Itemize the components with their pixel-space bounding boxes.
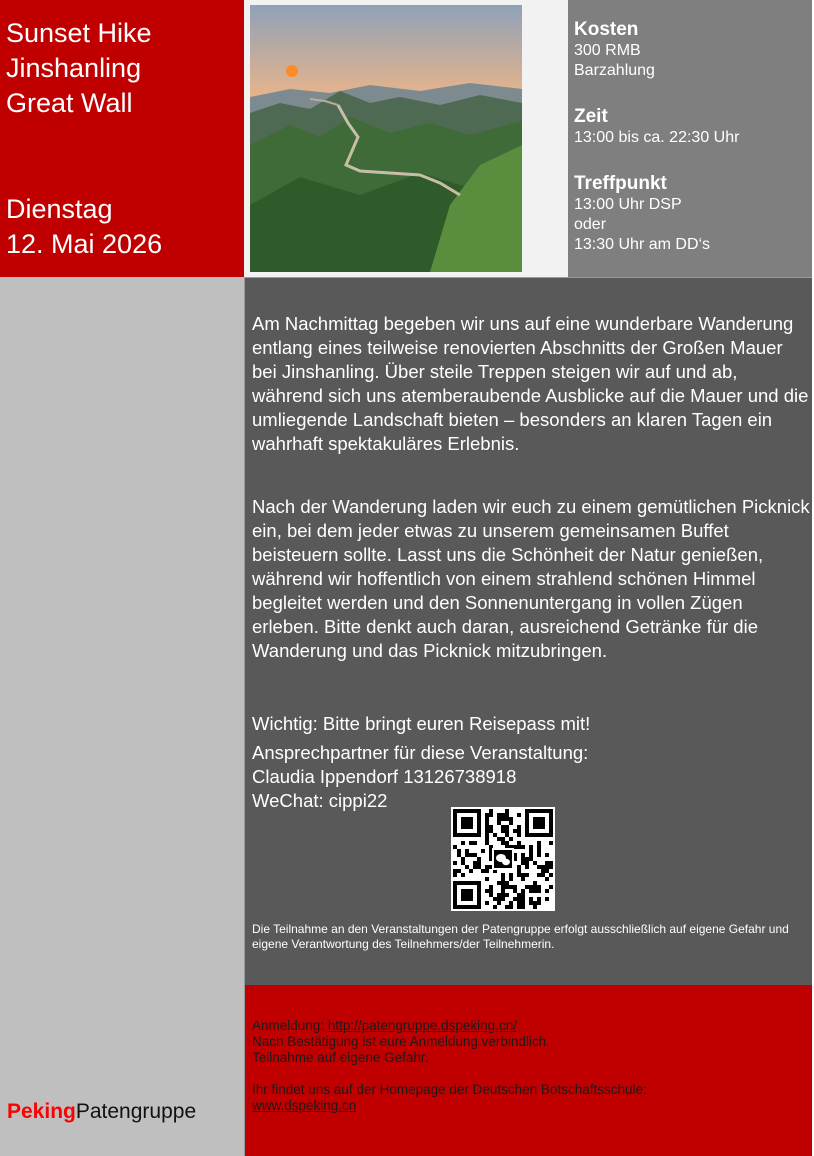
- description-panel: [244, 277, 812, 985]
- registration-block: [244, 985, 812, 1156]
- cost-heading: Kosten: [574, 19, 639, 40]
- meeting-heading: Treffpunkt: [574, 173, 667, 194]
- cost-section: [574, 19, 810, 81]
- time-heading: Zeit: [574, 106, 608, 127]
- meeting-line: 13:30 Uhr am DD‘s: [574, 236, 711, 253]
- brand-logo: [7, 1099, 196, 1125]
- date-weekday: Dienstag: [6, 194, 113, 224]
- event-title: [6, 16, 242, 121]
- registration-risk: Teilnahme auf eigene Gefahr.: [252, 1050, 429, 1065]
- meeting-section: [574, 173, 810, 255]
- registration-binding: Nach Bestätigung ist eure Anmeldung verbindlich.: [252, 1034, 550, 1049]
- description-paragraph-2: Nach der Wanderung laden wir euch zu einem gemütlichen Picknick ein, bei dem jeder etwas zu unserem gemeinsamen Buffet beisteuern sollte. Lasst uns die Schönheit der Natur genießen, während wir hoffentlich von einem strahlend schönen Himmel begleitet werden und den Sonnenuntergang in vollen Zügen erleben. Bitte denkt auch daran, ausreichend Getränke für die Wanderung und das Picknick mitzubringen.: [252, 496, 810, 661]
- title-line: Great Wall: [6, 88, 133, 118]
- meeting-line: 13:00 Uhr DSP: [574, 196, 682, 213]
- contact-name: Claudia Ippendorf 13126738918: [252, 766, 517, 787]
- important-note: Wichtig: Bitte bringt euren Reisepass mit!: [252, 713, 591, 734]
- info-block: [568, 0, 812, 277]
- registration-line: [252, 1018, 808, 1034]
- brand-accent: Peking: [7, 1100, 76, 1123]
- title-line: Jinshanling: [6, 53, 142, 83]
- contact-block: [252, 741, 810, 813]
- great-wall-photo: [250, 5, 522, 272]
- registration-text: [252, 1018, 808, 1114]
- date-day: 12. Mai 2026: [6, 229, 163, 259]
- wechat-qr-code-icon: [451, 807, 555, 911]
- disclaimer: Die Teilnahme an den Veranstaltungen der Patengruppe erfolgt ausschließlich auf eigene Gefahr und eigene Verantwortung des Teilnehmers/der Teilnehmerin.: [252, 922, 789, 951]
- contact-heading: Ansprechpartner für diese Veranstaltung:: [252, 742, 589, 763]
- contact-wechat: WeChat: cippi22: [252, 790, 388, 811]
- homepage-link[interactable]: www.dspeking.cn: [252, 1098, 357, 1113]
- meeting-line: oder: [574, 216, 607, 233]
- brand-rest: Patengruppe: [75, 1100, 197, 1123]
- registration-link[interactable]: http://patengruppe.dspeking.cn/: [327, 1018, 517, 1033]
- title-block: [0, 0, 244, 277]
- description-paragraph-1: Am Nachmittag begeben wir uns auf eine wunderbare Wanderung entlang eines teilweise renovierten Abschnitts der Großen Mauer bei Jinshanling. Über steile Treppen steigen wir auf und ab, während sich uns atemberaubende Ausblicke auf die Mauer und die umliegende Landschaft bieten – besonders an klaren Tagen ein wahrhaft spektakuläres Erlebnis.: [252, 313, 809, 454]
- cost-payment: Barzahlung: [574, 62, 655, 79]
- time-section: [574, 106, 810, 148]
- registration-label: Anmeldung:: [252, 1018, 328, 1033]
- photo-cell: [244, 0, 568, 277]
- homepage-text: Ihr findet uns auf der Homepage der Deutschen Botschaftsschule:: [252, 1082, 647, 1097]
- event-date: [6, 192, 242, 262]
- cost-amount: 300 RMB: [574, 42, 641, 59]
- time-value: 13:00 bis ca. 22:30 Uhr: [574, 129, 740, 146]
- title-line: Sunset Hike: [6, 18, 152, 48]
- left-column: [0, 277, 244, 1156]
